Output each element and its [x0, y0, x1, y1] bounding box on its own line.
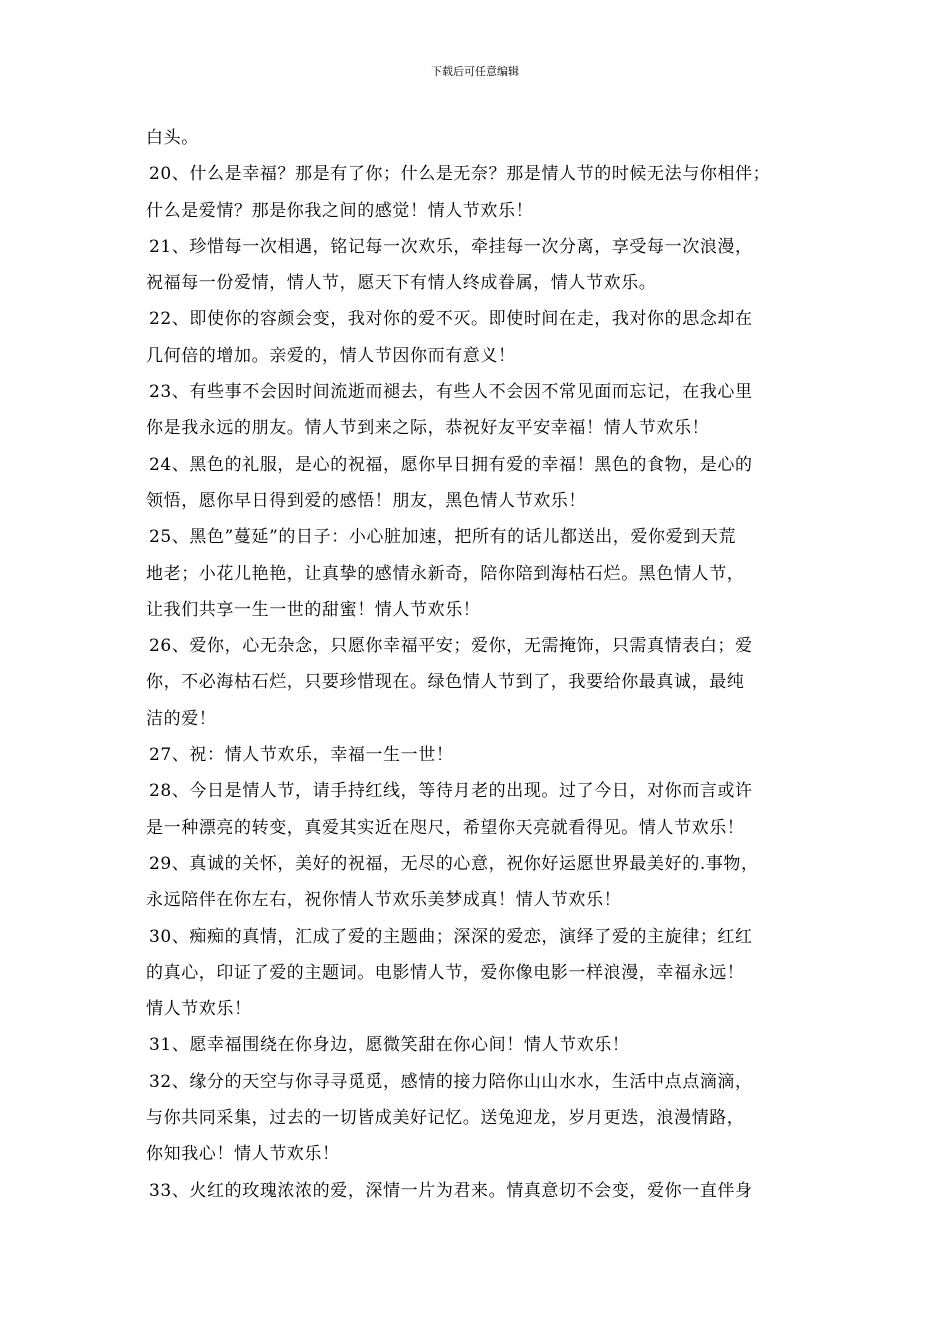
text-line: 23、有些事不会因时间流逝而褪去，有些人不会因不常见面而忘记，在我心里	[149, 382, 753, 403]
text-line: 32、缘分的天空与你寻寻觅觅，感情的接力陪你山山水水，生活中点点滴滴，	[149, 1071, 753, 1092]
text-line: 22、即使你的容颜会变，我对你的爱不灭。即使时间在走，我对你的思念却在	[149, 309, 753, 330]
text-line: 31、愿幸福围绕在你身边，愿微笑甜在你心间！情人节欢乐！	[149, 1035, 630, 1056]
text-line: 你，不必海枯石烂，只要珍惜现在。绿色情人节到了，我要给你最真诚，最纯	[146, 672, 745, 693]
text-line: 25、黑色”蔓延”的日子：小心脏加速，把所有的话儿都送出，爱你爱到天荒	[149, 527, 737, 548]
text-line: 什么是爱情？那是你我之间的感觉！情人节欢乐！	[146, 200, 534, 221]
text-line: 让我们共享一生一世的甜蜜！情人节欢乐！	[146, 599, 481, 620]
page-header: 下载后可任意编辑	[431, 65, 519, 78]
text-line: 的真心，印证了爱的主题词。电影情人节，爱你像电影一样浪漫，幸福永远！	[146, 962, 745, 983]
text-line: 情人节欢乐！	[146, 999, 252, 1020]
text-line: 你知我心！情人节欢乐！	[146, 1144, 340, 1165]
text-line: 地老；小花儿艳艳，让真挚的感情永新奇，陪你陪到海枯石烂。黑色情人节，	[146, 563, 745, 584]
text-line: 是一种漂亮的转变，真爱其实近在咫尺，希望你天亮就看得见。情人节欢乐！	[146, 817, 745, 838]
text-line: 祝福每一份爱情，情人节，愿天下有情人终成眷属，情人节欢乐。	[146, 273, 657, 294]
text-line: 33、火红的玫瑰浓浓的爱，深情一片为君来。情真意切不会变，爱你一直伴身	[149, 1180, 753, 1201]
text-line: 你是我永远的朋友。情人节到来之际，恭祝好友平安幸福！情人节欢乐！	[146, 418, 710, 439]
text-line: 永远陪伴在你左右，祝你情人节欢乐美梦成真！情人节欢乐！	[146, 890, 622, 911]
text-line: 几何倍的增加。亲爱的，情人节因你而有意义！	[146, 345, 516, 366]
text-line: 21、珍惜每一次相遇，铭记每一次欢乐，牵挂每一次分离，享受每一次浪漫，	[149, 236, 753, 257]
text-line: 29、真诚的关怀，美好的祝福，无尽的心意，祝你好运愿世界最美好的.事物，	[149, 853, 759, 874]
text-line: 白头。	[146, 128, 199, 148]
text-line: 28、今日是情人节，请手持红线，等待月老的出现。过了今日，对你而言或许	[149, 781, 753, 802]
text-line: 与你共同采集，过去的一切皆成美好记忆。送兔迎龙，岁月更迭，浪漫情路，	[146, 1108, 745, 1129]
document-body	[146, 120, 808, 1209]
text-line: 24、黑色的礼服，是心的祝福，愿你早日拥有爱的幸福！黑色的食物，是心的	[149, 454, 753, 475]
text-line: 20、什么是幸福？那是有了你；什么是无奈？那是情人节的时候无法与你相伴；	[149, 164, 771, 185]
text-line: 26、爱你，心无杂念，只愿你幸福平安；爱你，无需掩饰，只需真情表白；爱	[149, 636, 753, 657]
text-line: 领悟，愿你早日得到爱的感悟！朋友，黑色情人节欢乐！	[146, 490, 586, 511]
text-line: 27、祝：情人节欢乐，幸福一生一世！	[149, 745, 454, 766]
text-line: 30、痴痴的真情，汇成了爱的主题曲；深深的爱恋，演绎了爱的主旋律；红红	[149, 926, 753, 947]
text-line: 洁的爱！	[146, 708, 217, 729]
